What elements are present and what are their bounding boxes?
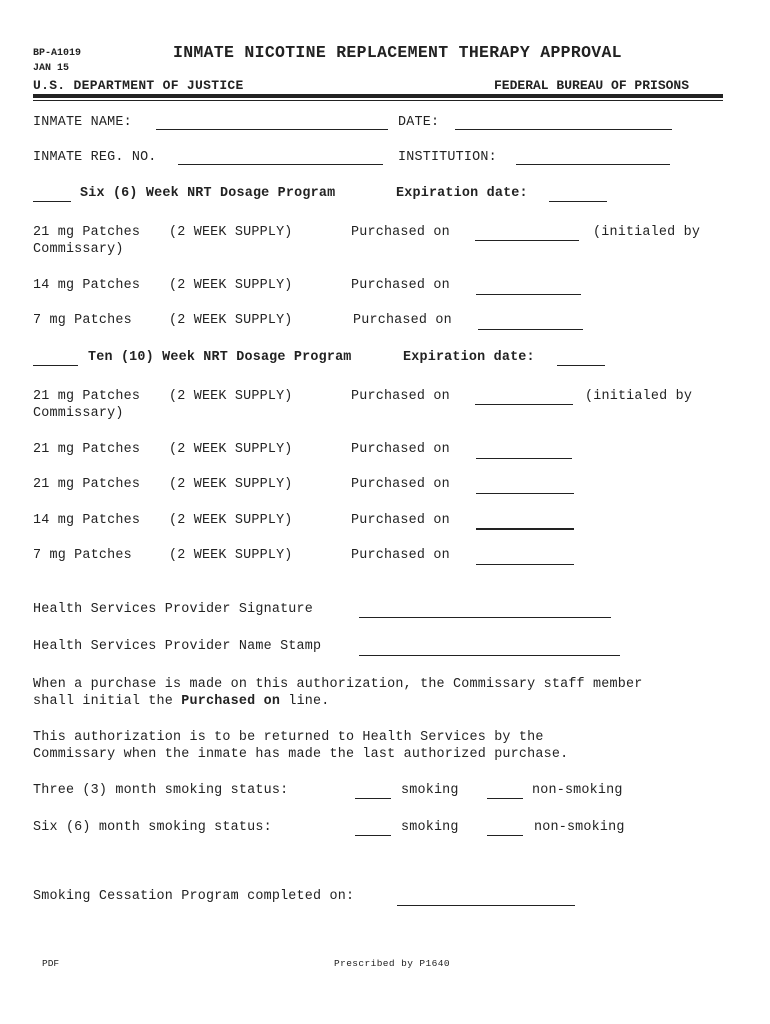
six-week-row-3-purchased-field[interactable] — [478, 316, 583, 330]
six-week-row-3-supply: (2 WEEK SUPPLY) — [169, 313, 293, 328]
six-week-row-1-note: (initialed by — [593, 225, 701, 240]
bureau-label: FEDERAL BUREAU OF PRISONS — [494, 78, 690, 93]
department-label: U.S. DEPARTMENT OF JUSTICE — [33, 78, 244, 93]
provider-signature-label: Health Services Provider Signature — [33, 602, 314, 617]
commissary-note-text: shall initial the — [33, 694, 182, 709]
header-rule-thick — [33, 94, 723, 98]
six-month-non-smoking-label: non-smoking — [534, 820, 625, 835]
ten-week-row-1-purchased: Purchased on — [351, 389, 450, 404]
six-week-row-1-note-cont: Commissary) — [33, 242, 124, 257]
ten-week-row-2-item: 21 mg Patches — [33, 442, 141, 457]
six-week-row-1-supply: (2 WEEK SUPPLY) — [169, 225, 293, 240]
footer-prescribed: Prescribed by P1640 — [334, 958, 450, 969]
six-month-smoking-label: smoking — [401, 820, 459, 835]
six-week-row-3-item: 7 mg Patches — [33, 313, 132, 328]
ten-week-expiration-label: Expiration date: — [403, 350, 535, 365]
six-week-checkbox-line[interactable] — [33, 188, 71, 202]
inmate-name-field[interactable] — [156, 116, 388, 130]
completion-date-field[interactable] — [397, 892, 575, 906]
reg-no-label: INMATE REG. NO. — [33, 150, 157, 165]
ten-week-row-1-note: (initialed by — [585, 389, 693, 404]
institution-field[interactable] — [516, 151, 670, 165]
purchased-on-emphasis: Purchased on — [181, 694, 281, 709]
return-note-line-2: Commissary when the inmate has made the last authorized purchase. — [33, 747, 569, 762]
reg-no-field[interactable] — [178, 151, 383, 165]
ten-week-row-4-supply: (2 WEEK SUPPLY) — [169, 513, 293, 528]
six-week-expiration-label: Expiration date: — [396, 186, 528, 201]
ten-week-expiration-field[interactable] — [557, 352, 605, 366]
form-title: INMATE NICOTINE REPLACEMENT THERAPY APPROVAL — [173, 43, 622, 62]
form-date: JAN 15 — [33, 63, 70, 74]
six-month-status-label: Six (6) month smoking status: — [33, 820, 272, 835]
ten-week-row-5-purchased-field[interactable] — [476, 551, 574, 565]
three-month-status-label: Three (3) month smoking status: — [33, 783, 289, 798]
commissary-note-end: line. — [280, 694, 330, 709]
ten-week-row-2-purchased: Purchased on — [351, 442, 450, 457]
return-note-line-1: This authorization is to be returned to Health Services by the — [33, 730, 544, 745]
ten-week-row-2-supply: (2 WEEK SUPPLY) — [169, 442, 293, 457]
six-week-row-2-purchased: Purchased on — [351, 278, 450, 293]
provider-stamp-field[interactable] — [359, 642, 620, 656]
six-month-smoking-field[interactable] — [355, 822, 391, 836]
six-week-row-3-purchased: Purchased on — [353, 313, 452, 328]
ten-week-row-5-supply: (2 WEEK SUPPLY) — [169, 548, 293, 563]
three-month-non-smoking-field[interactable] — [487, 785, 523, 799]
institution-label: INSTITUTION: — [398, 150, 497, 165]
six-week-row-2-purchased-field[interactable] — [476, 281, 581, 295]
inmate-name-label: INMATE NAME: — [33, 115, 132, 130]
ten-week-row-5-item: 7 mg Patches — [33, 548, 132, 563]
ten-week-checkbox-line[interactable] — [33, 352, 78, 366]
ten-week-row-1-supply: (2 WEEK SUPPLY) — [169, 389, 293, 404]
ten-week-row-1-note-cont: Commissary) — [33, 406, 124, 421]
provider-signature-field[interactable] — [359, 604, 611, 618]
footer-pdf: PDF — [42, 958, 60, 969]
six-week-expiration-field[interactable] — [549, 188, 607, 202]
ten-week-row-5-purchased: Purchased on — [351, 548, 450, 563]
three-month-smoking-field[interactable] — [355, 785, 391, 799]
six-week-row-1-item: 21 mg Patches — [33, 225, 141, 240]
commissary-note-line-2 — [33, 694, 330, 709]
header-rule-thin — [33, 100, 723, 101]
six-month-non-smoking-field[interactable] — [487, 822, 523, 836]
ten-week-row-2-purchased-field[interactable] — [476, 445, 572, 459]
ten-week-row-3-supply: (2 WEEK SUPPLY) — [169, 477, 293, 492]
ten-week-row-3-item: 21 mg Patches — [33, 477, 141, 492]
ten-week-row-3-purchased: Purchased on — [351, 477, 450, 492]
six-week-heading: Six (6) Week NRT Dosage Program — [80, 186, 336, 201]
date-field[interactable] — [455, 116, 672, 130]
ten-week-row-4-purchased: Purchased on — [351, 513, 450, 528]
ten-week-row-1-purchased-field[interactable] — [475, 391, 573, 405]
ten-week-row-3-purchased-field[interactable] — [476, 480, 574, 494]
completion-label: Smoking Cessation Program completed on: — [33, 889, 355, 904]
ten-week-row-1-item: 21 mg Patches — [33, 389, 141, 404]
form-id: BP-A1019 — [33, 48, 82, 59]
six-week-row-1-purchased: Purchased on — [351, 225, 450, 240]
date-label: DATE: — [398, 115, 440, 130]
ten-week-row-4-purchased-field[interactable] — [476, 515, 574, 530]
six-week-row-2-supply: (2 WEEK SUPPLY) — [169, 278, 293, 293]
commissary-note-line-1: When a purchase is made on this authorization, the Commissary staff member — [33, 677, 643, 692]
ten-week-row-4-item: 14 mg Patches — [33, 513, 141, 528]
six-week-row-2-item: 14 mg Patches — [33, 278, 141, 293]
three-month-non-smoking-label: non-smoking — [532, 783, 623, 798]
provider-stamp-label: Health Services Provider Name Stamp — [33, 639, 322, 654]
ten-week-heading: Ten (10) Week NRT Dosage Program — [88, 350, 352, 365]
six-week-row-1-purchased-field[interactable] — [475, 227, 579, 241]
three-month-smoking-label: smoking — [401, 783, 459, 798]
